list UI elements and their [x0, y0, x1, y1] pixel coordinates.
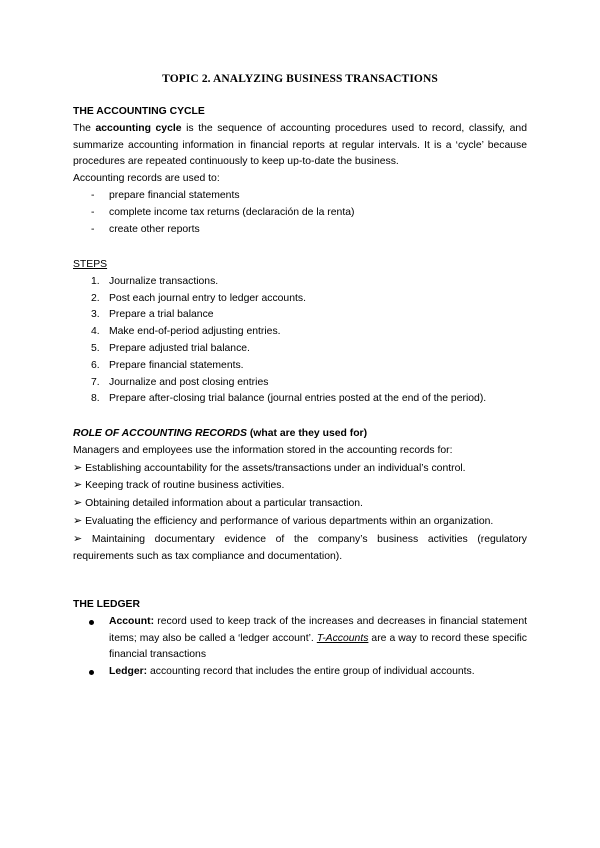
dash-marker: -	[91, 206, 95, 218]
steps-list	[73, 274, 527, 408]
list-item	[73, 274, 527, 291]
list-number: 5.	[91, 342, 100, 354]
list-number: 4.	[91, 326, 100, 338]
role-heading-italic: ROLE OF ACCOUNTING RECORDS	[73, 428, 247, 439]
list-item-text: Obtaining detailed information about a particular transaction.	[85, 498, 363, 510]
list-item	[73, 222, 527, 239]
list-item-text: Post each journal entry to ledger accounts.	[109, 292, 306, 304]
list-number: 8.	[91, 393, 100, 405]
list-number: 6.	[91, 359, 100, 371]
list-item	[73, 341, 527, 358]
accounting-cycle-term: accounting cycle	[95, 122, 182, 134]
list-item-text: Maintaining documentary evidence of the company’s business activities (regulatory requirements such as tax compliance and documentation).	[73, 533, 527, 562]
account-text-continued: are a way to record these specific financial transactions	[109, 632, 527, 661]
accounting-cycle-definition	[73, 121, 527, 171]
list-item-text: Make end-of-period adjusting entries.	[109, 326, 281, 338]
list-item-text: Establishing accountability for the assets/transactions under an individual’s control.	[85, 462, 466, 474]
ledger-text: accounting record that includes the entire group of individual accounts.	[147, 666, 475, 678]
uses-list	[73, 188, 527, 238]
role-intro: Managers and employees use the information stored in the accounting records for:	[73, 444, 453, 456]
list-number: 3.	[91, 309, 100, 321]
t-accounts-link[interactable]: T-Accounts	[316, 632, 369, 644]
steps-section	[73, 257, 527, 408]
list-item-text: Prepare financial statements.	[109, 359, 244, 371]
list-item	[73, 291, 527, 308]
ledger-heading: THE LEDGER	[73, 599, 140, 610]
list-number: 2.	[91, 292, 100, 304]
list-item-text: Prepare a trial balance	[109, 309, 214, 321]
list-item	[73, 531, 527, 566]
steps-heading: STEPS	[73, 259, 108, 270]
accounting-cycle-heading: THE ACCOUNTING CYCLE	[73, 106, 205, 117]
dash-marker: -	[91, 189, 95, 201]
uses-intro: Accounting records are used to:	[73, 173, 220, 185]
list-item	[73, 205, 527, 222]
list-item	[73, 513, 527, 531]
role-heading	[73, 426, 527, 443]
list-item-text: create other reports	[109, 223, 200, 235]
accounting-cycle-section	[73, 104, 527, 238]
page-title: TOPIC 2. ANALYZING BUSINESS TRANSACTIONS	[162, 73, 438, 85]
dash-marker: -	[91, 223, 95, 235]
ledger-label: Ledger:	[109, 666, 148, 678]
list-item-text: Keeping track of routine business activities.	[85, 480, 285, 492]
ledger-list	[73, 614, 527, 681]
list-item	[73, 375, 527, 392]
arrow-icon: ➢	[73, 532, 83, 545]
list-item	[73, 307, 527, 324]
list-number: 7.	[91, 376, 100, 388]
definition-text: is the sequence of accounting procedures used to record, classify, and summarize accounting information in financial reports at regular intervals. It is a ‘cycle’ because procedures are repeated continuously to keep up-to-date the business.	[73, 122, 527, 168]
list-item-text: Evaluating the efficiency and performance of various departments within an organization.	[85, 515, 494, 527]
arrow-icon: ➢	[73, 514, 83, 527]
list-item-text: Journalize and post closing entries	[109, 376, 269, 388]
definition-prefix: The	[73, 122, 96, 134]
arrow-icon: ➢	[73, 479, 83, 492]
list-item-text: prepare financial statements	[109, 189, 240, 201]
list-item-text: Prepare adjusted trial balance.	[109, 342, 250, 354]
list-number: 1.	[91, 275, 100, 287]
list-item-text: Prepare after-closing trial balance (journal entries posted at the end of the period).	[109, 393, 487, 405]
bullet-icon	[89, 620, 94, 625]
bullet-icon	[89, 670, 94, 675]
list-item	[73, 188, 527, 205]
arrow-icon: ➢	[73, 497, 83, 510]
account-label: Account:	[109, 615, 155, 627]
list-item	[73, 460, 527, 478]
list-item	[73, 391, 527, 408]
role-heading-rest: (what are they used for)	[246, 428, 368, 439]
list-item-text: Journalize transactions.	[109, 275, 219, 287]
list-item	[73, 664, 527, 681]
list-item	[73, 358, 527, 375]
role-section	[73, 426, 527, 565]
arrow-icon: ➢	[73, 461, 83, 474]
list-item	[73, 324, 527, 341]
account-text: record used to keep track of the increases and decreases in financial statement items; may also be called a ‘ledger account’.	[109, 615, 527, 644]
list-item	[73, 477, 527, 495]
ledger-section	[73, 597, 527, 681]
list-item	[73, 614, 527, 664]
list-item	[73, 495, 527, 513]
list-item-text: complete income tax returns (declaración de la renta)	[109, 206, 355, 218]
